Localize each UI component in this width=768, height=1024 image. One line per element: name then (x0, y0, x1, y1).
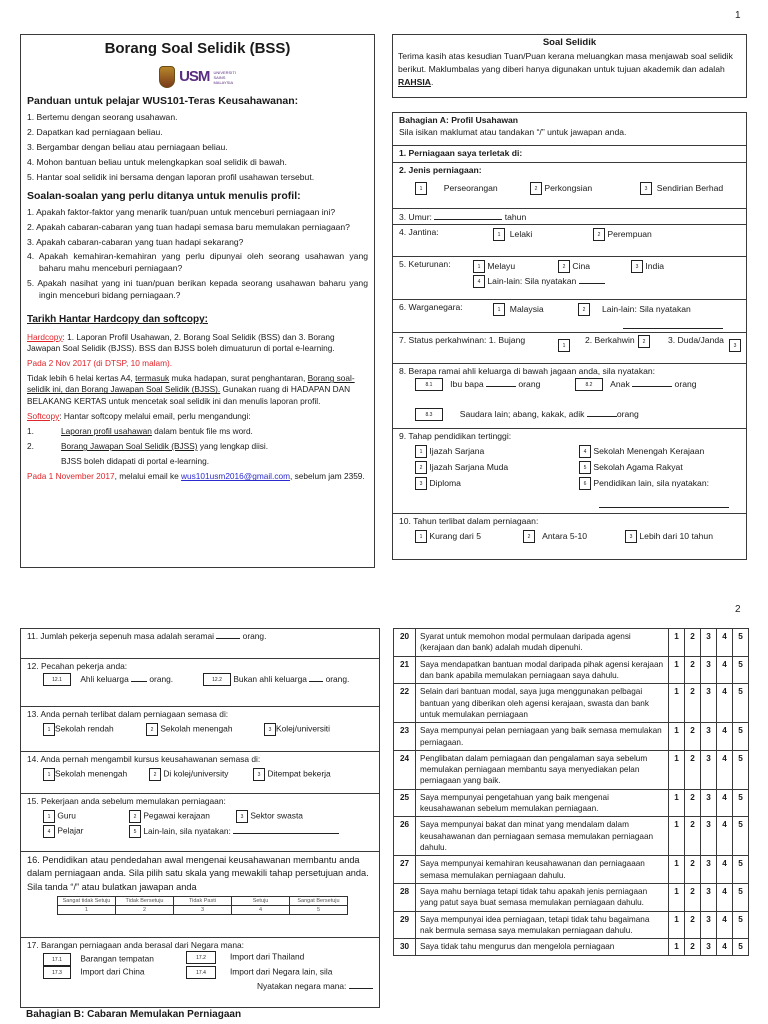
question-8: 8. Berapa ramai ahli keluarga di bawah jagaan anda, sila nyatakan: 8.1 Ibu bapa orang 8.2 Anak orang 8.3 Saudara lain; abang, kakak, adik orang (393, 363, 746, 428)
question-5: 5. Keturunan: 1 Melayu 2 Cina 3 India 4 Lain-lain: Sila nyatakan (393, 256, 746, 299)
checkbox[interactable]: 1 (415, 182, 427, 195)
likert-row (394, 911, 749, 939)
checkbox[interactable]: 1 (43, 810, 55, 823)
guide-list (27, 112, 368, 183)
scale-value[interactable]: 4 (232, 906, 290, 915)
guide-item: 3. Bergambar dengan beliau atau perniagaan beliau. (27, 142, 228, 153)
scale-label: Tidak Bersetuju (116, 897, 174, 906)
likert-option[interactable]: 5 (733, 856, 749, 884)
form-title: Borang Soal Selidik (BSS) (104, 40, 291, 57)
scale-label: Sangat tidak Setuju (58, 897, 116, 906)
question-9: 9. Tahap pendidikan tertinggi: 1 Ijazah Sarjana 2 Ijazah Sarjana Muda 3 Diploma 4 Sekolah Menengah Kerajaan 5 Sekolah Agama Rakyat 6 Pendidikan lain, sila nyatakan: (393, 428, 746, 513)
item-statement: Saya mempunyai idea perniagaan, tetapi tidak tahu bagaimana nak bermula semasa saya memulakan perniagaan dahulu. (416, 911, 669, 939)
item-statement: Selain dari bantuan modal, saya juga menggunakan pelbagai bantuan yang diberikan oleh agensi kerajaan, swasta dan bank untuk memulakan perniagaan (416, 684, 669, 723)
scale-value[interactable]: 1 (58, 906, 116, 915)
checkbox[interactable]: 3 (640, 182, 652, 195)
question-item: 5. Apakah nasihat yang ini tuan/puan berikan kepada seorang usahawan baharu yang ingin menceburi bidang perniagaan.? (27, 277, 368, 300)
likert-option[interactable]: 1 (669, 684, 685, 723)
likert-option[interactable]: 2 (685, 856, 701, 884)
hardcopy-date: Pada 2 Nov 2017 (di DTSP, 10 malam). (27, 357, 173, 368)
question-15: 15. Pekerjaan anda sebelum memulakan perniagaan: 1 Guru 2 Pegawai kerajaan 3 Sektor swasta 4 Pelajar 5 Lain-lain, sila nyatakan: (21, 793, 379, 851)
checkbox[interactable]: 8.3 (415, 408, 443, 421)
checkbox[interactable]: 17.3 (43, 966, 71, 979)
item-number: 30 (394, 939, 416, 955)
item-statement: Saya mempunyai kemahiran keusahawanan dan perniagaaan semasa memulakan perniagaan dahulu. (416, 856, 669, 884)
likert-option[interactable]: 5 (733, 883, 749, 911)
question-13: 13. Anda pernah terlibat dalam perniagaan semasa di: 1 Sekolah rendah 2 Sekolah menengah 3 Kolej/universiti (21, 706, 379, 751)
page-number: 2 (735, 604, 741, 615)
guide-item: 4. Mohon bantuan beliau untuk melengkapkan soal selidik di bawah. (27, 157, 287, 168)
checkbox[interactable]: 3 (729, 339, 741, 352)
likert-option[interactable]: 4 (717, 911, 733, 939)
intro-text: Terima kasih atas kesudian Tuan/Puan kerana meluangkan masa menjawab soal selidik berikut. Maklumbalas yang diberi hanya digunakan untuk tujuan akademik dan adalah RAHSIA. (398, 50, 733, 88)
likert-option[interactable]: 2 (685, 750, 701, 789)
checkbox[interactable]: 2 (523, 530, 535, 543)
checkbox[interactable]: 1 (493, 228, 505, 241)
likert-row (394, 684, 749, 723)
likert-option[interactable]: 3 (701, 629, 717, 657)
checkbox[interactable]: 1 (558, 339, 570, 352)
scale-label: Setuju (232, 897, 290, 906)
likert-option[interactable]: 2 (685, 883, 701, 911)
likert-row (394, 939, 749, 955)
item-number: 28 (394, 883, 416, 911)
likert-row (394, 789, 749, 817)
logo-subtext: UNIVERSITI SAINS MALAYSIA (213, 69, 236, 85)
item-statement: Saya tidak tahu mengurus dan mengelola perniagaan (416, 939, 669, 955)
checkbox[interactable]: 8.1 (415, 378, 443, 391)
guide-item: 5. Hantar soal selidik ini bersama dengan laporan profil usahawan tersebut. (27, 171, 315, 182)
likert-option[interactable]: 3 (701, 939, 717, 955)
likert-row (394, 856, 749, 884)
likert-option[interactable]: 5 (733, 911, 749, 939)
section-b-title: Bahagian B: Cabaran Memulakan Perniagaan (26, 1009, 242, 1020)
softcopy-note: BJSS boleh didapati di portal e-learning. (61, 456, 210, 467)
intro-box (392, 34, 747, 98)
item-number: 20 (394, 629, 416, 657)
checkbox[interactable]: 4 (473, 275, 485, 288)
checkbox[interactable]: 1 (415, 530, 427, 543)
guide-item: 2. Dapatkan kad perniagaan beliau. (27, 127, 163, 138)
question-16: 16. Pendidikan atau pendedahan awal mengenai keusahawanan membantu anda dalam perniagaan anda. Sila pilih satu skala yang mewakili tahap persetujuan anda. Sila tanda “/” atau bulatkan jawapan anda Sangat tidak Setuju Tidak Bersetuju Tidak Pasti Setuju Sangat Bersetuju 1 2 3 4 5 (21, 851, 379, 937)
checkbox[interactable]: 1 (473, 260, 485, 273)
intro-title: Soal Selidik (542, 37, 597, 48)
likert-option[interactable]: 2 (685, 656, 701, 684)
checkbox[interactable]: 2 (593, 228, 605, 241)
likert-option[interactable]: 5 (733, 723, 749, 751)
likert-option[interactable]: 4 (717, 883, 733, 911)
checkbox[interactable]: 6 (579, 477, 591, 490)
checkbox[interactable]: 3 (625, 530, 637, 543)
likert-option[interactable]: 5 (733, 817, 749, 856)
guide-panel (20, 34, 375, 568)
likert-option[interactable]: 5 (733, 789, 749, 817)
question-10: 10. Tahun terlibat dalam perniagaan: 1 Kurang dari 5 2 Antara 5-10 3 Lebih dari 10 tahun (393, 513, 746, 559)
scale-label: Sangat Bersetuju (290, 897, 348, 906)
checkbox[interactable]: 2 (530, 182, 542, 195)
logo-text: USM (179, 68, 210, 86)
item-number: 23 (394, 723, 416, 751)
age-input[interactable] (434, 211, 502, 220)
agreement-scale-table (57, 896, 348, 915)
likert-option[interactable]: 2 (685, 629, 701, 657)
checkbox[interactable]: 8.2 (575, 378, 603, 391)
likert-option[interactable]: 5 (733, 939, 749, 955)
likert-option[interactable]: 1 (669, 856, 685, 884)
question-item: 1. Apakah faktor-faktor yang menarik tuan/puan untuk menceburi perniagaan ini? (27, 206, 336, 217)
page-number: 1 (735, 10, 741, 21)
hardcopy-note: Tidak lebih 6 helai kertas A4, termasuk muka hadapan, surat penghantaran, Borang soal-selidik ini, dan Borang Jawapan Soal Selidik (BJSS). Gunakan ruang di HADAPAN DAN BELAKANG KERTAS untuk mencetak soal selidik ini dan menulis laporan profil. (27, 373, 355, 406)
likert-option[interactable]: 1 (669, 817, 685, 856)
item-statement: Penglibatan dalam perniagaan dan pengalaman saya sebelum memulakan perniagaan membantu saya menyediakan pelan perniagaan yang baik. (416, 750, 669, 789)
likert-option[interactable]: 3 (701, 883, 717, 911)
checkbox[interactable]: 1 (493, 303, 505, 316)
question-2: 2. Jenis perniagaan: 1 Perseorangan 2 Perkongsian 3 Sendirian Berhad (393, 162, 746, 208)
usm-logo (27, 63, 368, 91)
checkbox[interactable]: 17.1 (43, 953, 71, 966)
likert-row (394, 883, 749, 911)
likert-option[interactable]: 4 (717, 656, 733, 684)
likert-table (393, 628, 749, 956)
item-number: 27 (394, 856, 416, 884)
likert-option[interactable]: 3 (701, 723, 717, 751)
likert-option[interactable]: 1 (669, 789, 685, 817)
likert-option[interactable]: 2 (685, 789, 701, 817)
item-statement: Saya mempunyai pengetahuan yang baik mengenai keusahawanan sebelum memulakan perniagaan. (416, 789, 669, 817)
likert-option[interactable]: 4 (717, 723, 733, 751)
checkbox[interactable]: 2 (638, 335, 650, 348)
checkbox[interactable]: 3 (236, 810, 248, 823)
softcopy-item: 1. Laporan profil usahawan dalam bentuk file ms word. (27, 425, 253, 436)
softcopy-label: Softcopy (27, 410, 60, 421)
question-17: 17. Barangan perniagaan anda berasal dari Negara mana: 17.1 Barangan tempatan 17.3 Import dari China 17.2 Import dari Thailand 17.4 Import dari Negara lain, sila Nyatakan negara mana: (21, 937, 379, 1007)
likert-option[interactable]: 2 (685, 817, 701, 856)
scale-label: Tidak Pasti (174, 897, 232, 906)
checkbox[interactable]: 5 (129, 825, 141, 838)
section-a (392, 112, 747, 560)
likert-option[interactable]: 5 (733, 684, 749, 723)
checkbox[interactable]: 3 (415, 477, 427, 490)
item-number: 29 (394, 911, 416, 939)
crest-icon (159, 66, 175, 88)
item-statement: Syarat untuk memohon modal permulaan daripada agensi (kerajaan dan bank) adalah mudah dipenuhi. (416, 629, 669, 657)
question-7: 7. Status perkahwinan: 1. Bujang 1 2. Berkahwin 2 3. Duda/Janda 3 (393, 332, 746, 363)
likert-option[interactable]: 2 (685, 911, 701, 939)
likert-option[interactable]: 3 (701, 911, 717, 939)
likert-option[interactable]: 2 (685, 939, 701, 955)
likert-option[interactable]: 1 (669, 939, 685, 955)
item-number: 24 (394, 750, 416, 789)
likert-option[interactable]: 4 (717, 817, 733, 856)
scale-value[interactable]: 5 (290, 906, 348, 915)
question-1[interactable]: 1. Perniagaan saya terletak di: (393, 145, 746, 162)
checkbox[interactable]: 17.4 (186, 966, 216, 979)
checkbox[interactable]: 2 (146, 723, 158, 736)
checkbox[interactable]: 3 (253, 768, 265, 781)
checkbox[interactable]: 17.2 (186, 951, 216, 964)
likert-option[interactable]: 3 (701, 750, 717, 789)
guide-item: 1. Bertemu dengan seorang usahawan. (27, 112, 178, 123)
questions-heading: Soalan-soalan yang perlu ditanya untuk menulis profil: (27, 189, 301, 202)
checkbox[interactable]: 2 (558, 260, 570, 273)
softcopy-item: 2. Borang Jawapan Soal Selidik (BJSS) yang lengkap diisi. (27, 441, 269, 452)
scale-value[interactable]: 3 (174, 906, 232, 915)
checkbox[interactable]: 3 (631, 260, 643, 273)
likert-option[interactable]: 1 (669, 629, 685, 657)
checkbox[interactable]: 1 (43, 768, 55, 781)
likert-option[interactable]: 3 (701, 817, 717, 856)
likert-option[interactable]: 3 (701, 789, 717, 817)
hardcopy-paragraph: Hardcopy: 1. Laporan Profil Usahawan, 2. Borang Soal Selidik (BSS) dan 3. Borang Jawapan Soal Selidik (BJSS). BSS dan BJSS boleh dimuaturun di portal e-learning. (27, 331, 335, 353)
likert-row (394, 817, 749, 856)
item-statement: Saya mahu berniaga tetapi tidak tahu apakah jenis perniagaan yang patut saya buat semasa memulakan perniagaan dahulu. (416, 883, 669, 911)
checkbox[interactable]: 2 (578, 303, 590, 316)
likert-option[interactable]: 1 (669, 911, 685, 939)
section-a-title: Bahagian A: Profil Usahawan (399, 115, 519, 125)
questions-list (27, 207, 368, 301)
likert-option[interactable]: 4 (717, 750, 733, 789)
checkbox[interactable]: 3 (264, 723, 276, 736)
item-statement: Saya mempunyai bakat dan minat yang mendalam dalam keusahawanan dan perniagaan semasa memulakan perniagaan dahulu. (416, 817, 669, 856)
softcopy-paragraph: Softcopy: Hantar softcopy melalui email, perlu mengandungi: (27, 410, 251, 421)
item-statement: Saya mendapatkan bantuan modal daripada pihak agensi kerajaan dan bank apabila memulakan perniagaan saya dahulu. (416, 656, 669, 684)
likert-option[interactable]: 1 (669, 656, 685, 684)
likert-option[interactable]: 1 (669, 883, 685, 911)
likert-option[interactable]: 4 (717, 939, 733, 955)
likert-row (394, 723, 749, 751)
scale-value[interactable]: 2 (116, 906, 174, 915)
checkbox[interactable]: 1 (43, 723, 55, 736)
likert-option[interactable]: 2 (685, 684, 701, 723)
likert-option[interactable]: 5 (733, 629, 749, 657)
checkbox[interactable]: 12.2 (203, 673, 231, 686)
likert-option[interactable]: 1 (669, 723, 685, 751)
question-3: 3. Umur: tahun (393, 208, 746, 224)
likert-option[interactable]: 4 (717, 856, 733, 884)
guide-heading: Panduan untuk pelajar WUS101-Teras Keusahawanan: (27, 95, 299, 108)
page2-left-panel (20, 628, 380, 1008)
likert-row (394, 750, 749, 789)
checkbox[interactable]: 2 (129, 810, 141, 823)
likert-option[interactable]: 5 (733, 656, 749, 684)
question-6: 6. Warganegara: 1 Malaysia 2 Lain-lain: Sila nyatakan (393, 299, 746, 332)
submit-heading: Tarikh Hantar Hardcopy dan softcopy: (27, 314, 208, 326)
hardcopy-label: Hardcopy (27, 331, 63, 342)
question-11: 11. Jumlah pekerja sepenuh masa adalah seramai orang. (27, 630, 267, 641)
likert-option[interactable]: 4 (717, 629, 733, 657)
likert-option[interactable]: 3 (701, 656, 717, 684)
likert-row (394, 656, 749, 684)
section-a-instruction: Sila isikan maklumat atau tandakan “/” untuk jawapan anda. (399, 126, 627, 137)
question-14: 14. Anda pernah mengambil kursus keusahawanan semasa di: 1 Sekolah menengah 2 Di kolej/university 3 Ditempat bekerja (21, 751, 379, 793)
question-item: 3. Apakah cabaran-cabaran yang tuan hadapi sekarang? (27, 236, 244, 247)
checkbox[interactable]: 4 (43, 825, 55, 838)
question-item: 4. Apakah kemahiran-kemahiran yang perlu dipunyai oleh seorang usahawan yang baharu mahu menceburi perniagaan? (27, 251, 368, 274)
likert-option[interactable]: 5 (733, 750, 749, 789)
item-number: 22 (394, 684, 416, 723)
question-4: 4. Jantina: 1 Lelaki 2 Perempuan (393, 224, 746, 256)
likert-option[interactable]: 2 (685, 723, 701, 751)
likert-option[interactable]: 3 (701, 684, 717, 723)
email-link[interactable]: wus101usm2016@gmail.com (181, 471, 291, 482)
likert-option[interactable]: 1 (669, 750, 685, 789)
likert-option[interactable]: 3 (701, 856, 717, 884)
checkbox[interactable]: 12.1 (43, 673, 71, 686)
checkbox[interactable]: 5 (579, 461, 591, 474)
item-statement: Saya mempunyai pelan perniagaan yang baik semasa memulakan perniagaan. (416, 723, 669, 751)
softcopy-deadline: Pada 1 November 2017, melalui email ke wus101usm2016@gmail.com, sebelum jam 2359. (27, 471, 365, 482)
item-number: 26 (394, 817, 416, 856)
likert-option[interactable]: 4 (717, 789, 733, 817)
checkbox[interactable]: 2 (415, 461, 427, 474)
item-number: 25 (394, 789, 416, 817)
item-number: 21 (394, 656, 416, 684)
question-12: 12. Pecahan pekerja anda: 12.1 Ahli keluarga orang. 12.2 Bukan ahli keluarga orang. (21, 658, 379, 706)
likert-option[interactable]: 4 (717, 684, 733, 723)
checkbox[interactable]: 1 (415, 445, 427, 458)
likert-row (394, 629, 749, 657)
checkbox[interactable]: 4 (579, 445, 591, 458)
question-item: 2. Apakah cabaran-cabaran yang tuan hadapi semasa baru memulakan perniagaan? (27, 221, 350, 232)
checkbox[interactable]: 2 (149, 768, 161, 781)
